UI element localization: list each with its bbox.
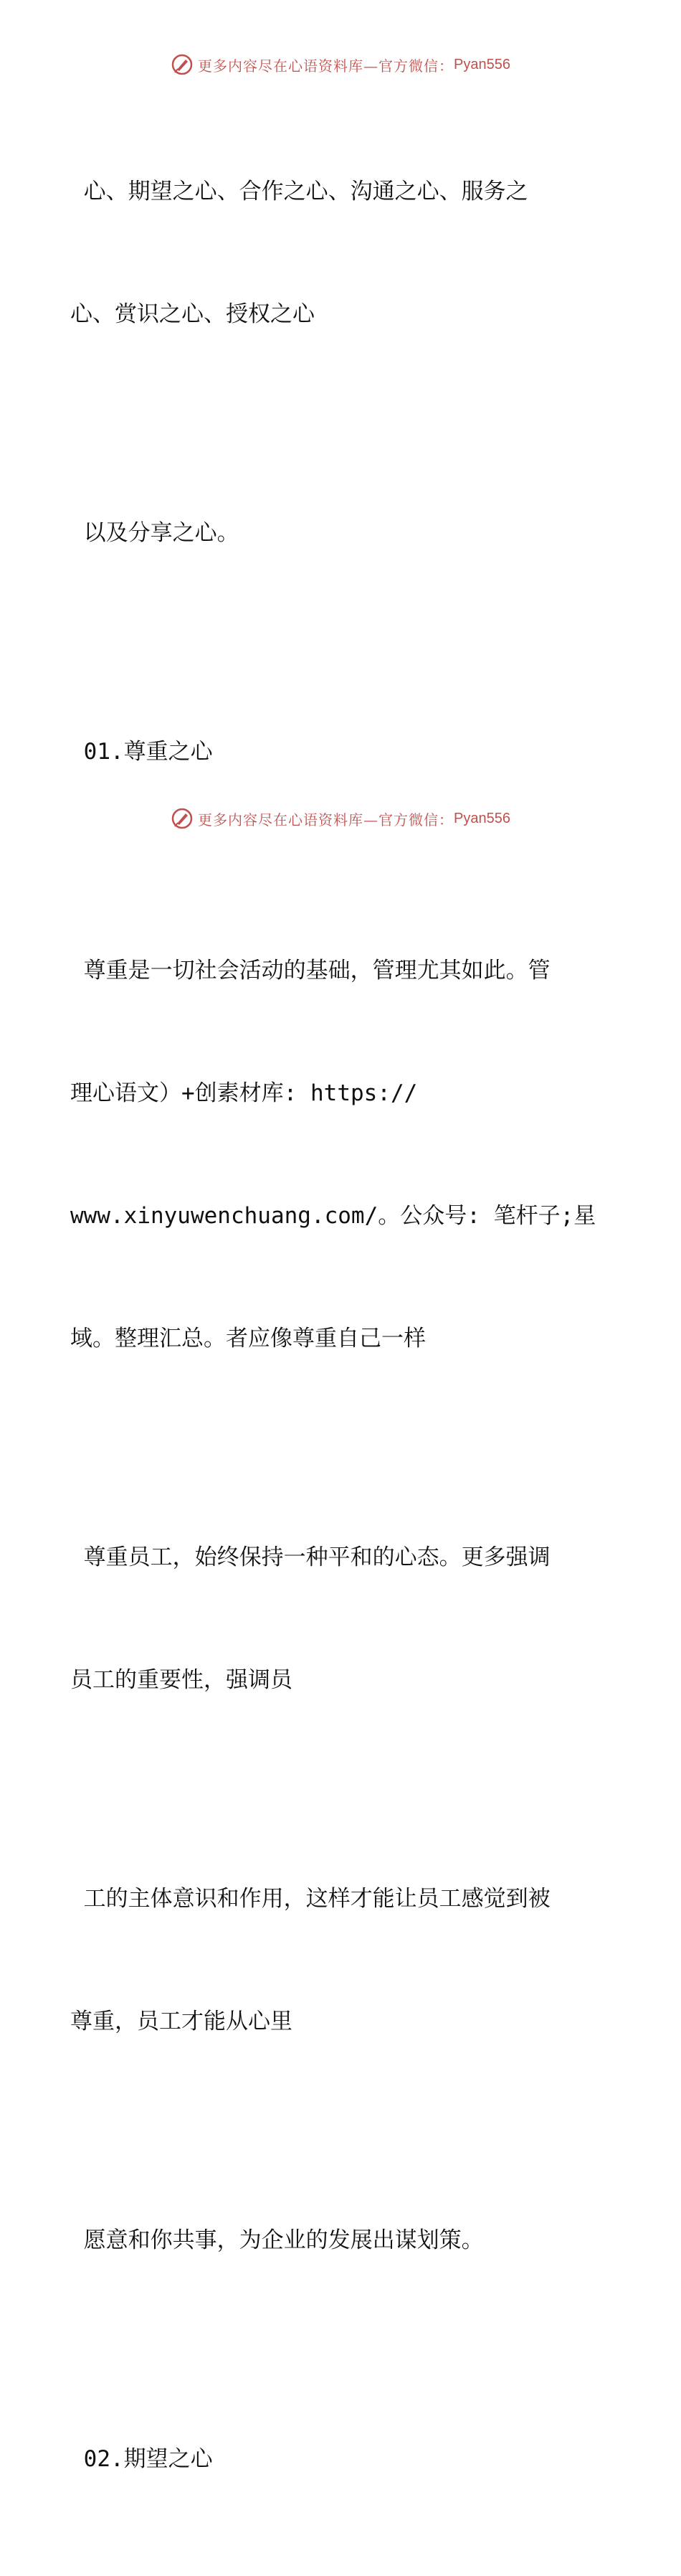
text-line: 愿意和你共事，为企业的发展出谋划策。 [70,2227,484,2253]
text-line: 工的主体意识和作用，这样才能让员工感觉到被 [70,1886,551,1912]
text-line: 尊重是一切社会活动的基础，管理尤其如此。管 [70,958,551,983]
wechat-id: Pyan556 [454,56,510,72]
banner-text: 更多内容尽在心语资料库—官方微信： [198,57,454,75]
text-line: 01.尊重之心 [70,739,213,765]
text-line: 以及分享之心。 [70,520,239,546]
header-banner [0,50,681,79]
wechat-id: Pyan556 [454,810,510,826]
text-line: 心、期望之心、合作之心、沟通之心、服务之 [70,179,528,204]
section-heading [70,2357,597,2562]
text-line: 尊重，员工才能从心里 [70,2009,292,2034]
footer-banner [0,804,681,833]
text-line: www.xinyuwenchuang.com/。公众号: 笔杆子;星 [70,1203,596,1229]
text-line: 02.期望之心 [70,2446,213,2472]
pen-nib-circle-icon [171,53,194,76]
text-line: 心、赏识之心、授权之心 [70,301,315,327]
text-line: 尊重员工，始终保持一种平和的心态。更多强调 [70,1544,551,1570]
paragraph [70,1797,597,2124]
paragraph [70,869,597,1441]
document-body [70,90,597,2576]
paragraph [70,90,597,417]
paragraph [70,1456,597,1783]
paragraph [70,431,597,636]
paragraph [70,2138,597,2343]
text-line: 理心语文）+创素材库: https:// [70,1080,418,1106]
pen-nib-circle-icon [171,807,194,830]
text-line: 域。整理汇总。者应像尊重自己一样 [70,1326,426,1351]
banner-text: 更多内容尽在心语资料库—官方微信： [198,811,454,829]
text-line: 员工的重要性，强调员 [70,1667,292,1693]
